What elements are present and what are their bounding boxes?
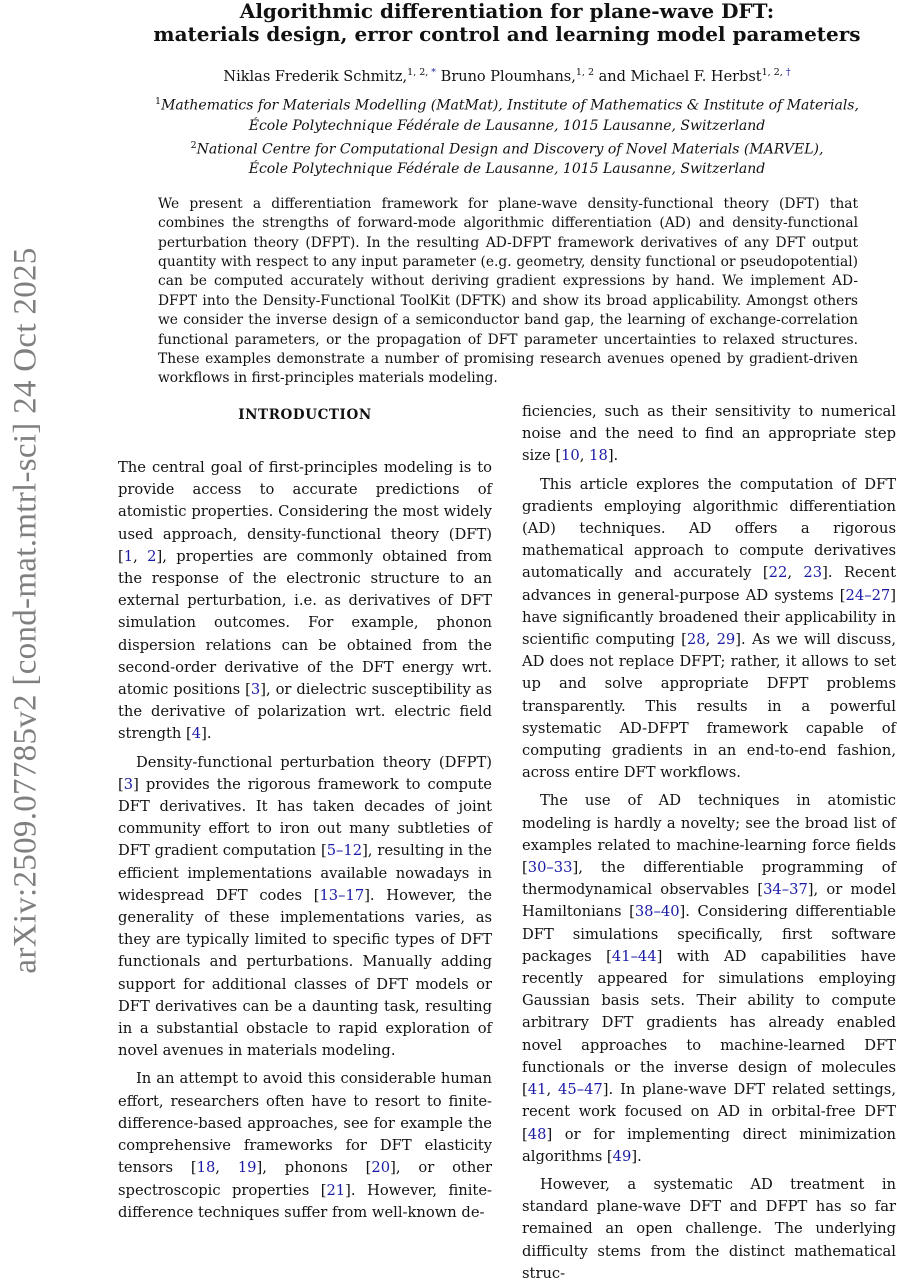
paragraph-text: ]. Considering differentiable DFT simulations specifically, first software packages [	[522, 903, 896, 965]
citation-link[interactable]: 30–33	[527, 859, 573, 877]
paragraph-text: However, a systematic AD treatment in standard plane-wave DFT and DFPT has so far remained an open challenge. The underlying difficulty stems from the distinct mathematical struc-	[522, 1175, 896, 1282]
paragraph-text: ]. As we will discuss, AD does not replace DFPT; rather, it allows to set up and solve appropriate DFPT problems transparently. This results in a powerful systematic AD-DFPT framework capable of computing gradients in an end-to-end fashion, across entire DFT workflows.	[522, 631, 896, 782]
citation-link[interactable]: 41	[527, 1081, 547, 1099]
author-footnote-mark[interactable]: *	[428, 67, 437, 78]
citation-link[interactable]: 10	[561, 447, 580, 465]
citation-link[interactable]: 2	[147, 547, 157, 565]
citation-link[interactable]: 48	[527, 1125, 547, 1143]
citation-link[interactable]: 49	[612, 1147, 632, 1165]
citation-link[interactable]: 23	[803, 564, 823, 582]
paragraph-text: ,	[133, 547, 148, 565]
affiliation-line: École Polytechnique Fédérale de Lausanne, 1015 Lausanne, Switzerland	[248, 161, 766, 178]
author-affiliation-mark: 1, 2,	[407, 67, 429, 78]
paragraph-text: ,	[787, 564, 804, 582]
right-column	[522, 401, 896, 1285]
citation-link[interactable]: 18	[196, 1159, 216, 1177]
affiliation-line: Mathematics for Materials Modelling (MatMat), Institute of Mathematics & Institute of Materials,	[161, 97, 859, 114]
paragraph-text: ].	[607, 447, 619, 465]
citation-link[interactable]: 28	[686, 631, 706, 649]
author-affiliation-mark: 1, 2	[575, 67, 594, 78]
citation-link[interactable]: 45–47	[558, 1081, 603, 1099]
paragraph-text: ] with AD capabilities have recently appeared for simulations employing Gaussian basis sets. Their ability to compute arbitrary DFT gradients has already enabled novel approaches to machine-learned DFT functionals or the inverse design of molecules [	[522, 947, 896, 1099]
paragraph-text: ] provides the rigorous framework to compute DFT derivatives. It has taken decades of joint community effort to iron out many subtleties of DFT gradient computation [	[118, 775, 492, 860]
body-paragraph	[118, 1068, 492, 1223]
citation-link[interactable]: 38–40	[634, 903, 680, 921]
citation-link[interactable]: 19	[237, 1159, 257, 1177]
citation-link[interactable]: 29	[716, 631, 736, 649]
citation-link[interactable]: 20	[371, 1159, 391, 1177]
arxiv-identifier-sidebar	[4, 20, 48, 1200]
author-list	[118, 63, 896, 87]
paragraph-text: ficiencies, such as their sensitivity to numerical noise and the need to find an appropriate step size [	[522, 403, 896, 465]
paragraph-text: ]. However, finite-difference techniques suffer from well-known de-	[118, 1181, 492, 1221]
paragraph-text: ].	[201, 725, 212, 743]
body-paragraph	[522, 1174, 896, 1285]
affiliation-2	[118, 136, 896, 160]
author-affiliation-mark: 1, 2,	[761, 67, 783, 78]
paragraph-text: ].	[631, 1147, 642, 1165]
paragraph-text: ], the differentiable programming of thermodynamical observables [	[522, 859, 896, 899]
citation-link[interactable]: 22	[768, 564, 788, 582]
author-name: Bruno Ploumhans,	[436, 68, 576, 85]
body-paragraph	[522, 790, 896, 1167]
affiliation-line: École Polytechnique Fédérale de Lausanne, 1015 Lausanne, Switzerland	[248, 117, 766, 134]
paragraph-text: The central goal of first-principles modeling is to provide access to accurate predictions of atomistic properties. Considering the most widely used approach, density-functional theory (DFT) [	[118, 459, 492, 565]
body-paragraph	[118, 752, 492, 1063]
citation-link[interactable]: 24–27	[845, 586, 891, 604]
affiliations	[118, 92, 896, 179]
left-column	[118, 405, 492, 1224]
citation-link[interactable]: 5–12	[326, 842, 363, 860]
paragraph-text: ], or model Hamiltonians [	[522, 881, 896, 921]
paragraph-text: ,	[579, 447, 590, 465]
paragraph-text: In an attempt to avoid this considerable human effort, researchers often have to resort to finite-difference-based approaches, see for example the comprehensive frameworks for DFT elasticity tensors [	[118, 1070, 492, 1177]
title-line-1: Algorithmic differentiation for plane-wave DFT:	[239, 0, 775, 23]
citation-link[interactable]: 21	[326, 1181, 346, 1199]
paragraph-text: ,	[215, 1159, 238, 1177]
citation-link[interactable]: 34–37	[763, 881, 808, 899]
affiliation-line: National Centre for Computational Design and Discovery of Novel Materials (MARVEL),	[196, 141, 824, 158]
paragraph-text: ], or other spectroscopic properties [	[118, 1159, 492, 1199]
citation-link[interactable]: 1	[123, 547, 134, 565]
paragraph-text: ], properties are commonly obtained from the response of the electronic structure to an external perturbation, i.e. as derivatives of DFT simulation outcomes. For example, phonon dispersion relations can be obtained from the second-order derivative of the DFT energy wrt. atomic positions [	[118, 547, 492, 699]
citation-link[interactable]: 13–17	[319, 886, 365, 904]
affiliation-number: 2	[190, 139, 197, 151]
affiliation-1	[118, 92, 896, 116]
paper-title	[118, 0, 896, 46]
paragraph-text: ], resulting in the efficient implementations available nowadays in widespread DFT codes [	[118, 842, 492, 904]
author-footnote-mark[interactable]: †	[782, 67, 791, 78]
citation-link[interactable]: 18	[589, 447, 608, 465]
paragraph-text: The use of AD techniques in atomistic modeling is hardly a novelty; see the broad list of examples related to machine-learning force fields [	[522, 792, 896, 877]
citation-link[interactable]: 41–44	[611, 947, 657, 965]
title-line-2: materials design, error control and learning model parameters	[153, 22, 861, 46]
abstract: We present a differentiation framework for plane-wave density-functional theory (DFT) that combines the strengths of forward-mode algorithmic differentiation (AD) and density-functional perturbation theory (DFPT). In the resulting AD-DFPT framework derivatives of any DFT output quantity with respect to any input parameter (e.g. geometry, density functional or pseudopotential) can be computed accurately without deriving gradient expressions by hand. We implement AD-DFPT into the Density-Functional ToolKit (DFTK) and show its broad applicability. Amongst others we consider the inverse design of a semiconductor band gap, the learning of exchange-correlation functional parameters, or the propagation of DFT parameter uncertainties to relaxed structures. These examples demonstrate a number of promising research avenues opened by gradient-driven workflows in first-principles materials modeling.	[158, 195, 858, 387]
author-name: and Michael F. Herbst	[594, 68, 762, 85]
paragraph-text: Density-functional perturbation theory (DFPT) [	[118, 753, 492, 793]
paragraph-text: ], or dielectric susceptibility as the derivative of polarization wrt. electric field strength [	[118, 681, 492, 743]
paragraph-text: ] or for implementing direct minimization algorithms [	[522, 1125, 896, 1165]
paragraph-text: ] have significantly broadened their applicability in scientific computing [	[522, 586, 896, 649]
body-paragraph	[118, 457, 492, 746]
author-name: Niklas Frederik Schmitz,	[223, 68, 408, 85]
paragraph-text: ]. In plane-wave DFT related settings, recent work focused on AD in orbital-free DFT [	[522, 1081, 896, 1143]
citation-link[interactable]: 4	[191, 725, 202, 743]
affiliation-number: 1	[155, 96, 162, 107]
body-paragraph	[522, 401, 896, 468]
section-heading: INTRODUCTION	[238, 407, 372, 423]
citation-link[interactable]: 3	[250, 681, 261, 699]
paragraph-text: This article explores the computation of DFT gradients employing algorithmic differentiation (AD) techniques. AD offers a rigorous mathematical approach to compute derivatives automatically and accurately [	[522, 475, 896, 582]
paragraph-text: ]. Recent advances in general-purpose AD systems [	[522, 564, 896, 604]
arxiv-identifier: arXiv:2509.07785v2 [cond-mat.mtrl-sci] 24 Oct 2025	[7, 246, 44, 974]
paragraph-text: ,	[546, 1081, 559, 1099]
paragraph-text: ]. However, the generality of these implementations varies, as they are typically limited to specific types of DFT functionals and perturbations. Manually adding support for additional classes of DFT models or DFT derivatives can be a daunting task, resulting in a substantial obstacle to rapid exploration of novel avenues in materials modeling.	[118, 886, 493, 1060]
paragraph-text: ], phonons [	[256, 1159, 372, 1177]
body-paragraph	[522, 474, 896, 785]
citation-link[interactable]: 3	[123, 775, 134, 793]
paragraph-text: ,	[705, 631, 717, 649]
